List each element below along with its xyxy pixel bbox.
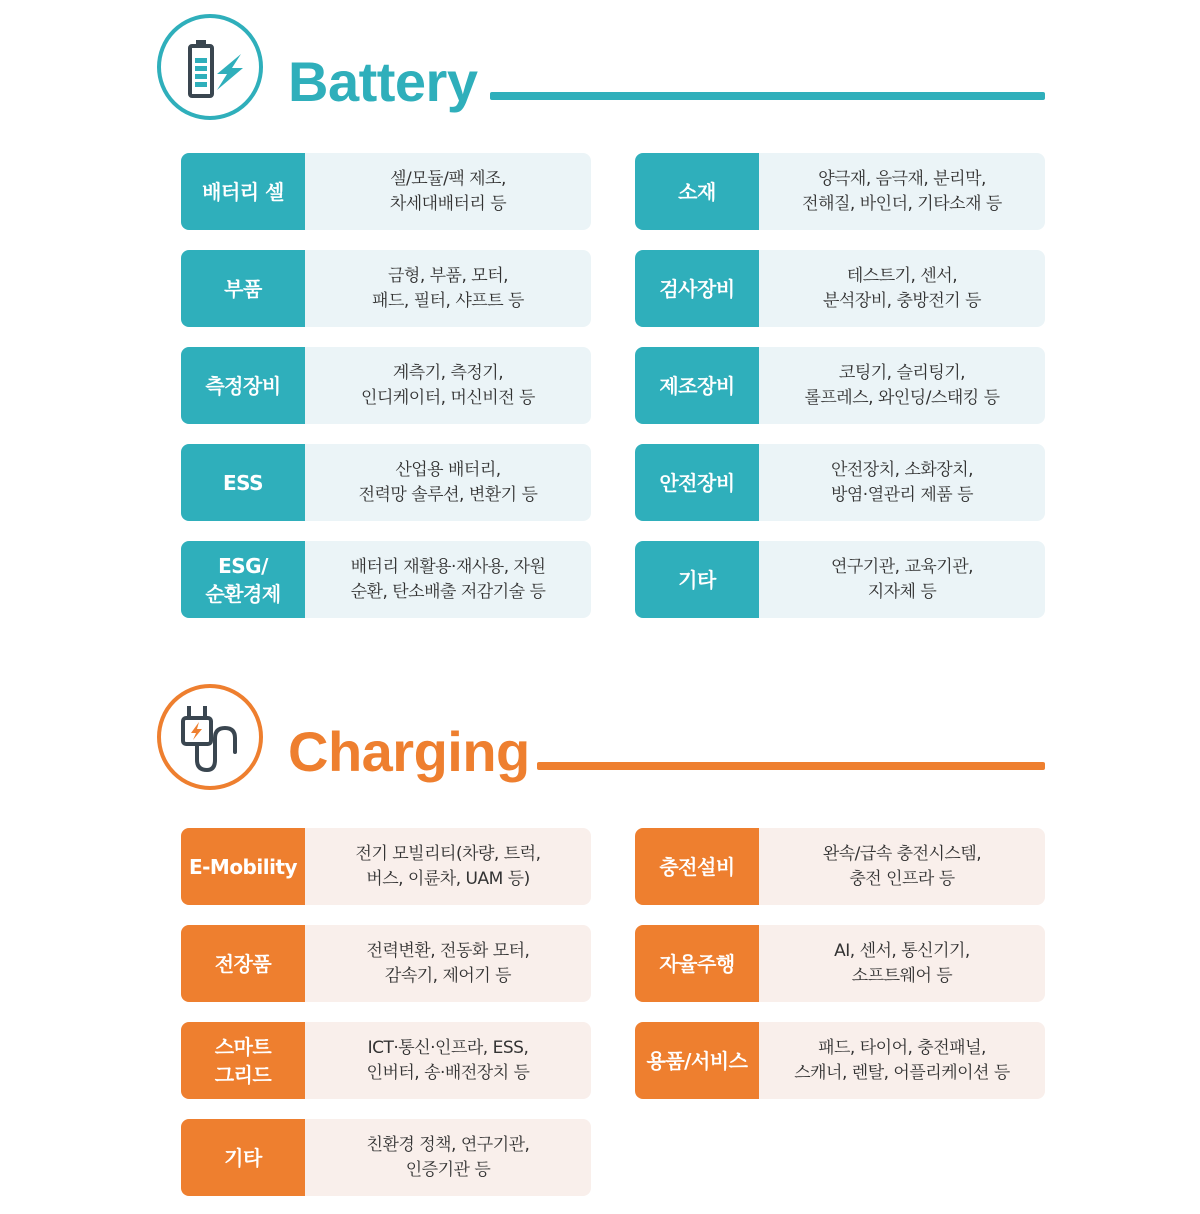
category-label: ESG/ 순환경제 bbox=[181, 541, 305, 618]
plug-cable-icon bbox=[155, 682, 261, 788]
category-description: 완속/급속 충전시스템, 충전 인프라 등 bbox=[759, 828, 1045, 905]
charging-section-header bbox=[155, 682, 1045, 794]
battery-bolt-icon bbox=[155, 12, 261, 118]
category-label: 자율주행 bbox=[635, 925, 759, 1002]
category-label: 기타 bbox=[181, 1119, 305, 1196]
category-label: 검사장비 bbox=[635, 250, 759, 327]
charging-category-card bbox=[181, 1119, 591, 1196]
category-description: 패드, 타이어, 충전패널, 스캐너, 렌탈, 어플리케이션 등 bbox=[759, 1022, 1045, 1099]
category-description: 코팅기, 슬리팅기, 롤프레스, 와인딩/스태킹 등 bbox=[759, 347, 1045, 424]
battery-category-card bbox=[181, 444, 591, 521]
category-label: ESS bbox=[181, 444, 305, 521]
category-description: 전력변환, 전동화 모터, 감속기, 제어기 등 bbox=[305, 925, 591, 1002]
category-description: AI, 센서, 통신기기, 소프트웨어 등 bbox=[759, 925, 1045, 1002]
battery-category-card bbox=[635, 347, 1045, 424]
charging-title-line bbox=[537, 762, 1045, 770]
category-description: ICT·통신·인프라, ESS, 인버터, 송·배전장치 등 bbox=[305, 1022, 591, 1099]
battery-category-card bbox=[635, 250, 1045, 327]
category-description: 친환경 정책, 연구기관, 인증기관 등 bbox=[305, 1119, 591, 1196]
charging-category-card bbox=[181, 1022, 591, 1099]
category-description: 연구기관, 교육기관, 지자체 등 bbox=[759, 541, 1045, 618]
category-label: 기타 bbox=[635, 541, 759, 618]
category-label: 배터리 셀 bbox=[181, 153, 305, 230]
battery-category-card bbox=[635, 444, 1045, 521]
category-description: 계측기, 측정기, 인디케이터, 머신비전 등 bbox=[305, 347, 591, 424]
category-description: 양극재, 음극재, 분리막, 전해질, 바인더, 기타소재 등 bbox=[759, 153, 1045, 230]
category-label: 충전설비 bbox=[635, 828, 759, 905]
category-label: 용품/서비스 bbox=[635, 1022, 759, 1099]
charging-title: Charging bbox=[288, 720, 530, 783]
category-label: 안전장비 bbox=[635, 444, 759, 521]
battery-category-card bbox=[181, 541, 591, 618]
category-label: 소재 bbox=[635, 153, 759, 230]
category-label: 제조장비 bbox=[635, 347, 759, 424]
battery-category-card bbox=[635, 541, 1045, 618]
battery-section-header bbox=[155, 12, 1045, 124]
category-description: 셀/모듈/팩 제조, 차세대배터리 등 bbox=[305, 153, 591, 230]
category-label: 측정장비 bbox=[181, 347, 305, 424]
charging-category-card bbox=[181, 925, 591, 1002]
charging-category-card bbox=[635, 828, 1045, 905]
battery-category-card bbox=[181, 347, 591, 424]
category-label: 부품 bbox=[181, 250, 305, 327]
charging-category-card bbox=[635, 925, 1045, 1002]
category-label: 스마트 그리드 bbox=[181, 1022, 305, 1099]
category-description: 전기 모빌리티(차량, 트럭, 버스, 이륜차, UAM 등) bbox=[305, 828, 591, 905]
category-description: 산업용 배터리, 전력망 솔루션, 변환기 등 bbox=[305, 444, 591, 521]
charging-category-card bbox=[181, 828, 591, 905]
category-label: 전장품 bbox=[181, 925, 305, 1002]
category-description: 배터리 재활용·재사용, 자원 순환, 탄소배출 저감기술 등 bbox=[305, 541, 591, 618]
battery-category-card bbox=[181, 153, 591, 230]
battery-title-line bbox=[490, 92, 1045, 100]
battery-category-card bbox=[181, 250, 591, 327]
battery-category-card bbox=[635, 153, 1045, 230]
battery-title: Battery bbox=[288, 50, 478, 113]
charging-category-card bbox=[635, 1022, 1045, 1099]
category-label: E-Mobility bbox=[181, 828, 305, 905]
category-description: 금형, 부품, 모터, 패드, 필터, 샤프트 등 bbox=[305, 250, 591, 327]
category-description: 테스트기, 센서, 분석장비, 충방전기 등 bbox=[759, 250, 1045, 327]
category-description: 안전장치, 소화장치, 방염·열관리 제품 등 bbox=[759, 444, 1045, 521]
